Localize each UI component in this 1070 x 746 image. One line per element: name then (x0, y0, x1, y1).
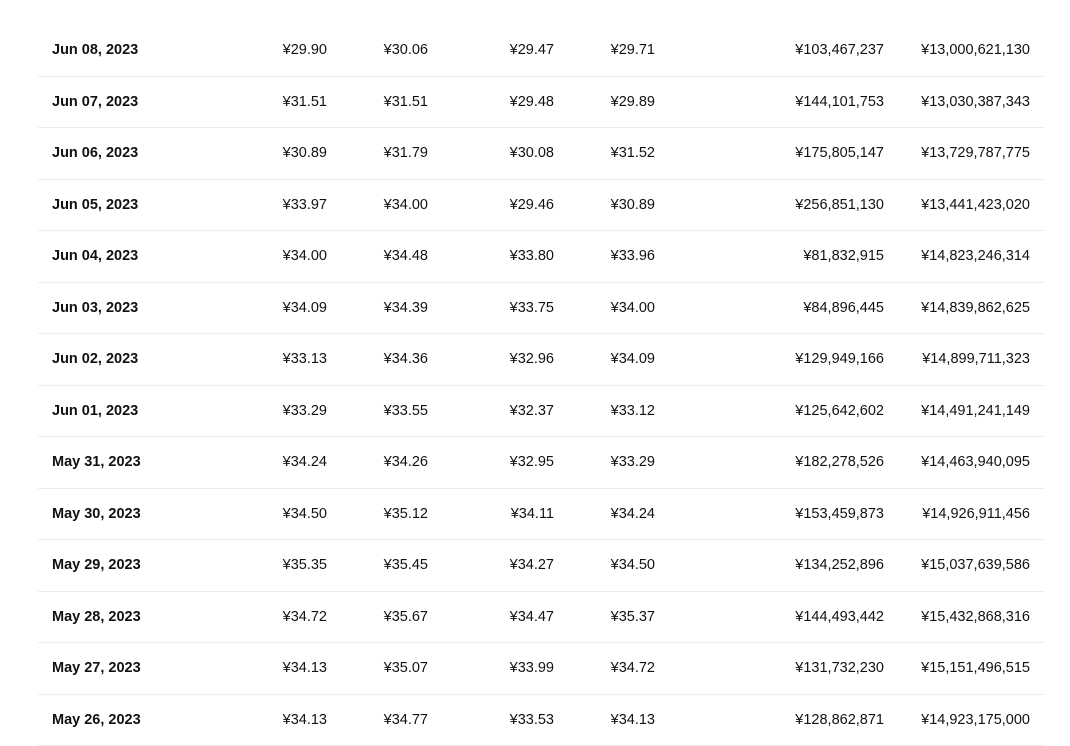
market-cap-cell: ¥14,899,711,323 (922, 334, 1030, 385)
high-cell: ¥34.36 (384, 334, 428, 385)
volume-cell: ¥134,252,896 (795, 540, 884, 591)
high-cell: ¥31.51 (384, 77, 428, 128)
open-cell: ¥29.90 (283, 25, 327, 76)
low-cell: ¥29.47 (510, 25, 554, 76)
table-row (38, 128, 1044, 180)
market-cap-cell: ¥14,839,862,625 (921, 283, 1030, 334)
high-cell: ¥34.00 (384, 180, 428, 231)
date-cell: Jun 04, 2023 (52, 231, 138, 282)
volume-cell: ¥125,642,602 (795, 386, 884, 437)
high-cell: ¥31.79 (384, 128, 428, 179)
date-cell: May 27, 2023 (52, 643, 141, 694)
historical-data-table (38, 25, 1044, 746)
volume-cell: ¥81,832,915 (803, 231, 884, 282)
date-cell: May 30, 2023 (52, 489, 141, 540)
market-cap-cell: ¥13,729,787,775 (921, 128, 1030, 179)
low-cell: ¥34.47 (510, 592, 554, 643)
close-cell: ¥34.24 (611, 489, 655, 540)
volume-cell: ¥103,467,237 (795, 25, 884, 76)
market-cap-cell: ¥13,441,423,020 (921, 180, 1030, 231)
low-cell: ¥32.95 (510, 437, 554, 488)
volume-cell: ¥175,805,147 (795, 128, 884, 179)
market-cap-cell: ¥15,037,639,586 (921, 540, 1030, 591)
low-cell: ¥34.11 (511, 489, 554, 540)
date-cell: Jun 08, 2023 (52, 25, 138, 76)
volume-cell: ¥131,732,230 (795, 643, 884, 694)
open-cell: ¥34.72 (283, 592, 327, 643)
date-cell: May 31, 2023 (52, 437, 141, 488)
close-cell: ¥33.12 (611, 386, 655, 437)
volume-cell: ¥144,101,753 (795, 77, 884, 128)
low-cell: ¥33.53 (510, 695, 554, 746)
volume-cell: ¥84,896,445 (803, 283, 884, 334)
high-cell: ¥34.48 (384, 231, 428, 282)
market-cap-cell: ¥14,491,241,149 (921, 386, 1030, 437)
market-cap-cell: ¥13,030,387,343 (921, 77, 1030, 128)
date-cell: May 28, 2023 (52, 592, 141, 643)
low-cell: ¥33.75 (510, 283, 554, 334)
close-cell: ¥29.89 (611, 77, 655, 128)
open-cell: ¥30.89 (283, 128, 327, 179)
close-cell: ¥31.52 (611, 128, 655, 179)
high-cell: ¥35.07 (384, 643, 428, 694)
table-row (38, 25, 1044, 77)
high-cell: ¥35.12 (384, 489, 428, 540)
table-row (38, 695, 1044, 746)
date-cell: Jun 02, 2023 (52, 334, 138, 385)
open-cell: ¥33.13 (283, 334, 327, 385)
open-cell: ¥34.00 (283, 231, 327, 282)
high-cell: ¥34.26 (384, 437, 428, 488)
close-cell: ¥35.37 (611, 592, 655, 643)
low-cell: ¥32.37 (510, 386, 554, 437)
high-cell: ¥33.55 (384, 386, 428, 437)
close-cell: ¥34.72 (611, 643, 655, 694)
market-cap-cell: ¥15,432,868,316 (921, 592, 1030, 643)
market-cap-cell: ¥13,000,621,130 (921, 25, 1030, 76)
market-cap-cell: ¥14,463,940,095 (921, 437, 1030, 488)
close-cell: ¥33.29 (611, 437, 655, 488)
open-cell: ¥35.35 (283, 540, 327, 591)
low-cell: ¥33.80 (510, 231, 554, 282)
table-row (38, 540, 1044, 592)
close-cell: ¥29.71 (611, 25, 655, 76)
date-cell: Jun 06, 2023 (52, 128, 138, 179)
market-cap-cell: ¥14,926,911,456 (922, 489, 1030, 540)
table-row (38, 592, 1044, 644)
table-row (38, 231, 1044, 283)
close-cell: ¥33.96 (611, 231, 655, 282)
low-cell: ¥33.99 (510, 643, 554, 694)
table-row (38, 386, 1044, 438)
close-cell: ¥34.13 (611, 695, 655, 746)
market-cap-cell: ¥15,151,496,515 (921, 643, 1030, 694)
table-row (38, 489, 1044, 541)
open-cell: ¥33.29 (283, 386, 327, 437)
high-cell: ¥35.45 (384, 540, 428, 591)
open-cell: ¥34.50 (283, 489, 327, 540)
table-row (38, 180, 1044, 232)
open-cell: ¥34.09 (283, 283, 327, 334)
date-cell: Jun 03, 2023 (52, 283, 138, 334)
volume-cell: ¥128,862,871 (795, 695, 884, 746)
high-cell: ¥30.06 (384, 25, 428, 76)
table-row (38, 334, 1044, 386)
table-row (38, 643, 1044, 695)
date-cell: May 29, 2023 (52, 540, 141, 591)
low-cell: ¥32.96 (510, 334, 554, 385)
table-row (38, 77, 1044, 129)
low-cell: ¥30.08 (510, 128, 554, 179)
date-cell: Jun 07, 2023 (52, 77, 138, 128)
open-cell: ¥31.51 (283, 77, 327, 128)
close-cell: ¥30.89 (611, 180, 655, 231)
close-cell: ¥34.50 (611, 540, 655, 591)
high-cell: ¥34.77 (384, 695, 428, 746)
volume-cell: ¥182,278,526 (795, 437, 884, 488)
open-cell: ¥33.97 (283, 180, 327, 231)
table-row (38, 283, 1044, 335)
open-cell: ¥34.13 (283, 643, 327, 694)
volume-cell: ¥256,851,130 (795, 180, 884, 231)
date-cell: Jun 05, 2023 (52, 180, 138, 231)
market-cap-cell: ¥14,823,246,314 (921, 231, 1030, 282)
volume-cell: ¥129,949,166 (795, 334, 884, 385)
table-row (38, 437, 1044, 489)
low-cell: ¥34.27 (510, 540, 554, 591)
close-cell: ¥34.00 (611, 283, 655, 334)
high-cell: ¥35.67 (384, 592, 428, 643)
low-cell: ¥29.46 (510, 180, 554, 231)
date-cell: May 26, 2023 (52, 695, 141, 746)
low-cell: ¥29.48 (510, 77, 554, 128)
close-cell: ¥34.09 (611, 334, 655, 385)
open-cell: ¥34.13 (283, 695, 327, 746)
volume-cell: ¥144,493,442 (795, 592, 884, 643)
open-cell: ¥34.24 (283, 437, 327, 488)
date-cell: Jun 01, 2023 (52, 386, 138, 437)
volume-cell: ¥153,459,873 (795, 489, 884, 540)
market-cap-cell: ¥14,923,175,000 (921, 695, 1030, 746)
high-cell: ¥34.39 (384, 283, 428, 334)
